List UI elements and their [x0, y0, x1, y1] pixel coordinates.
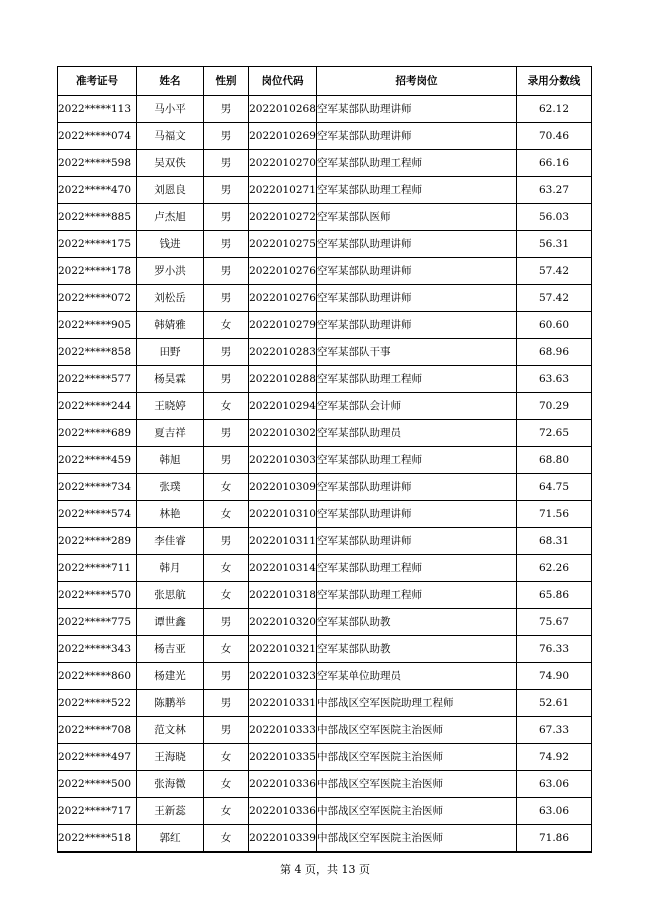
- cell-name: 谭世鑫: [137, 609, 204, 636]
- cell-exam-id: 2022*****522: [58, 690, 137, 717]
- cell-gender: 女: [204, 636, 249, 663]
- cell-name: 张思航: [137, 582, 204, 609]
- cell-exam-id: 2022*****113: [58, 96, 137, 123]
- table-row: [58, 798, 592, 825]
- cell-exam-id: 2022*****574: [58, 501, 137, 528]
- cell-exam-id: 2022*****775: [58, 609, 137, 636]
- cell-exam-id: 2022*****470: [58, 177, 137, 204]
- cell-post-code: 2022010294: [249, 393, 317, 420]
- cell-gender: 男: [204, 663, 249, 690]
- cell-exam-id: 2022*****734: [58, 474, 137, 501]
- cell-gender: 男: [204, 258, 249, 285]
- cell-post-code: 2022010336: [249, 771, 317, 798]
- cell-post: 中部战区空军医院主治医师: [317, 798, 517, 825]
- cell-name: 王新蕊: [137, 798, 204, 825]
- cell-post: 空军某部队助理讲师: [317, 231, 517, 258]
- cell-post: 空军某部队助理工程师: [317, 366, 517, 393]
- cell-exam-id: 2022*****885: [58, 204, 137, 231]
- header-post-code: 岗位代码: [249, 67, 317, 96]
- cell-name: 范文林: [137, 717, 204, 744]
- cell-post: 空军某部队助理工程师: [317, 447, 517, 474]
- cell-name: 韩婧雅: [137, 312, 204, 339]
- cell-name: 杨吉亚: [137, 636, 204, 663]
- cell-exam-id: 2022*****518: [58, 825, 137, 853]
- table-row: [58, 528, 592, 555]
- cell-post-code: 2022010275: [249, 231, 317, 258]
- cell-gender: 女: [204, 555, 249, 582]
- cell-exam-id: 2022*****072: [58, 285, 137, 312]
- cell-name: 刘恩良: [137, 177, 204, 204]
- cell-score: 62.12: [517, 96, 592, 123]
- cell-name: 吴双佚: [137, 150, 204, 177]
- cell-exam-id: 2022*****178: [58, 258, 137, 285]
- cell-score: 76.33: [517, 636, 592, 663]
- cell-post-code: 2022010333: [249, 717, 317, 744]
- cell-exam-id: 2022*****598: [58, 150, 137, 177]
- cell-gender: 男: [204, 204, 249, 231]
- cell-exam-id: 2022*****711: [58, 555, 137, 582]
- cell-score: 70.46: [517, 123, 592, 150]
- cell-name: 罗小洪: [137, 258, 204, 285]
- cell-score: 63.06: [517, 771, 592, 798]
- cell-gender: 女: [204, 582, 249, 609]
- cell-post-code: 2022010303: [249, 447, 317, 474]
- table-row: [58, 393, 592, 420]
- cell-gender: 男: [204, 366, 249, 393]
- cell-post: 空军某部队助教: [317, 609, 517, 636]
- cell-post-code: 2022010276: [249, 285, 317, 312]
- cell-post: 空军某部队助理工程师: [317, 150, 517, 177]
- cell-gender: 女: [204, 744, 249, 771]
- cell-gender: 男: [204, 528, 249, 555]
- cell-post-code: 2022010271: [249, 177, 317, 204]
- cell-gender: 男: [204, 717, 249, 744]
- cell-gender: 男: [204, 123, 249, 150]
- cell-post-code: 2022010321: [249, 636, 317, 663]
- table-row: [58, 420, 592, 447]
- cell-score: 60.60: [517, 312, 592, 339]
- cell-post-code: 2022010269: [249, 123, 317, 150]
- cell-name: 马小平: [137, 96, 204, 123]
- cell-score: 68.31: [517, 528, 592, 555]
- cell-post-code: 2022010272: [249, 204, 317, 231]
- cell-exam-id: 2022*****289: [58, 528, 137, 555]
- cell-exam-id: 2022*****905: [58, 312, 137, 339]
- cell-score: 57.42: [517, 258, 592, 285]
- table-row: [58, 231, 592, 258]
- cell-exam-id: 2022*****860: [58, 663, 137, 690]
- cell-name: 张海微: [137, 771, 204, 798]
- cell-post: 空军某部队助理讲师: [317, 123, 517, 150]
- cell-score: 75.67: [517, 609, 592, 636]
- table-row: [58, 744, 592, 771]
- cell-score: 68.96: [517, 339, 592, 366]
- cell-score: 64.75: [517, 474, 592, 501]
- table-header-row: [58, 67, 592, 96]
- table-row: [58, 690, 592, 717]
- cell-gender: 女: [204, 312, 249, 339]
- table-row: [58, 366, 592, 393]
- cell-score: 62.26: [517, 555, 592, 582]
- cell-gender: 女: [204, 771, 249, 798]
- cell-gender: 男: [204, 339, 249, 366]
- cell-exam-id: 2022*****175: [58, 231, 137, 258]
- cell-post: 空军某部队会计师: [317, 393, 517, 420]
- cell-post: 空军某部队助理讲师: [317, 285, 517, 312]
- cell-post-code: 2022010288: [249, 366, 317, 393]
- cell-exam-id: 2022*****074: [58, 123, 137, 150]
- cell-post: 空军某部队助理讲师: [317, 474, 517, 501]
- cell-score: 74.90: [517, 663, 592, 690]
- cell-post-code: 2022010311: [249, 528, 317, 555]
- cell-exam-id: 2022*****689: [58, 420, 137, 447]
- table-row: [58, 447, 592, 474]
- cell-post: 中部战区空军医院主治医师: [317, 744, 517, 771]
- cell-exam-id: 2022*****717: [58, 798, 137, 825]
- cell-score: 57.42: [517, 285, 592, 312]
- cell-post: 中部战区空军医院主治医师: [317, 717, 517, 744]
- cell-gender: 男: [204, 96, 249, 123]
- table-row: [58, 204, 592, 231]
- cell-post: 空军某部队助理工程师: [317, 177, 517, 204]
- cell-post: 空军某单位助理员: [317, 663, 517, 690]
- cell-post-code: 2022010320: [249, 609, 317, 636]
- cell-post-code: 2022010279: [249, 312, 317, 339]
- table-row: [58, 150, 592, 177]
- cell-exam-id: 2022*****500: [58, 771, 137, 798]
- cell-post: 中部战区空军医院主治医师: [317, 771, 517, 798]
- cell-post: 空军某部队助理讲师: [317, 528, 517, 555]
- cell-post-code: 2022010302: [249, 420, 317, 447]
- cell-gender: 男: [204, 420, 249, 447]
- table-row: [58, 312, 592, 339]
- table-row: [58, 339, 592, 366]
- cell-post: 空军某部队干事: [317, 339, 517, 366]
- table-row: [58, 609, 592, 636]
- cell-gender: 女: [204, 825, 249, 853]
- table-row: [58, 123, 592, 150]
- cell-post-code: 2022010309: [249, 474, 317, 501]
- cell-name: 刘松岳: [137, 285, 204, 312]
- table-row: [58, 285, 592, 312]
- cell-post: 空军某部队助理讲师: [317, 501, 517, 528]
- cell-post-code: 2022010270: [249, 150, 317, 177]
- cell-post-code: 2022010323: [249, 663, 317, 690]
- header-score: 录用分数线: [517, 67, 592, 96]
- cell-name: 卢杰旭: [137, 204, 204, 231]
- cell-post-code: 2022010336: [249, 798, 317, 825]
- cell-exam-id: 2022*****708: [58, 717, 137, 744]
- cell-gender: 女: [204, 798, 249, 825]
- cell-gender: 男: [204, 231, 249, 258]
- cell-score: 71.56: [517, 501, 592, 528]
- cell-score: 66.16: [517, 150, 592, 177]
- admission-score-table: [57, 66, 592, 853]
- cell-post: 空军某部队助理讲师: [317, 312, 517, 339]
- cell-post: 空军某部队医师: [317, 204, 517, 231]
- cell-gender: 男: [204, 690, 249, 717]
- cell-name: 马福文: [137, 123, 204, 150]
- table-row: [58, 663, 592, 690]
- cell-post-code: 2022010335: [249, 744, 317, 771]
- cell-post-code: 2022010268: [249, 96, 317, 123]
- cell-name: 田野: [137, 339, 204, 366]
- cell-name: 夏吉祥: [137, 420, 204, 447]
- cell-score: 63.27: [517, 177, 592, 204]
- cell-gender: 男: [204, 285, 249, 312]
- cell-score: 56.31: [517, 231, 592, 258]
- cell-exam-id: 2022*****570: [58, 582, 137, 609]
- page-number: 第 4 页，共 13 页: [280, 863, 370, 876]
- cell-post: 空军某部队助教: [317, 636, 517, 663]
- cell-name: 郭红: [137, 825, 204, 853]
- cell-gender: 男: [204, 150, 249, 177]
- cell-post-code: 2022010314: [249, 555, 317, 582]
- table-row: [58, 717, 592, 744]
- cell-name: 杨建光: [137, 663, 204, 690]
- cell-post: 空军某部队助理讲师: [317, 258, 517, 285]
- cell-name: 李佳睿: [137, 528, 204, 555]
- cell-gender: 女: [204, 474, 249, 501]
- cell-post-code: 2022010331: [249, 690, 317, 717]
- cell-name: 王海晓: [137, 744, 204, 771]
- cell-name: 韩旭: [137, 447, 204, 474]
- cell-name: 王晓婷: [137, 393, 204, 420]
- cell-exam-id: 2022*****577: [58, 366, 137, 393]
- table-row: [58, 177, 592, 204]
- cell-exam-id: 2022*****244: [58, 393, 137, 420]
- cell-score: 72.65: [517, 420, 592, 447]
- table-row: [58, 96, 592, 123]
- cell-name: 钱进: [137, 231, 204, 258]
- cell-score: 63.63: [517, 366, 592, 393]
- cell-exam-id: 2022*****858: [58, 339, 137, 366]
- cell-exam-id: 2022*****343: [58, 636, 137, 663]
- cell-gender: 男: [204, 609, 249, 636]
- cell-post: 空军某部队助理讲师: [317, 96, 517, 123]
- cell-name: 韩月: [137, 555, 204, 582]
- cell-post: 空军某部队助理工程师: [317, 555, 517, 582]
- cell-score: 74.92: [517, 744, 592, 771]
- table-row: [58, 582, 592, 609]
- cell-name: 张璞: [137, 474, 204, 501]
- cell-name: 林艳: [137, 501, 204, 528]
- table-row: [58, 825, 592, 853]
- header-exam-id: 准考证号: [58, 67, 137, 96]
- table-row: [58, 474, 592, 501]
- cell-post: 中部战区空军医院主治医师: [317, 825, 517, 853]
- cell-name: 陈鹏举: [137, 690, 204, 717]
- table-row: [58, 501, 592, 528]
- cell-post: 空军某部队助理员: [317, 420, 517, 447]
- cell-gender: 女: [204, 393, 249, 420]
- cell-post-code: 2022010339: [249, 825, 317, 853]
- cell-exam-id: 2022*****497: [58, 744, 137, 771]
- cell-score: 52.61: [517, 690, 592, 717]
- cell-score: 65.86: [517, 582, 592, 609]
- cell-score: 68.80: [517, 447, 592, 474]
- table-row: [58, 555, 592, 582]
- header-gender: 性别: [204, 67, 249, 96]
- header-name: 姓名: [137, 67, 204, 96]
- cell-post-code: 2022010318: [249, 582, 317, 609]
- cell-gender: 男: [204, 177, 249, 204]
- cell-exam-id: 2022*****459: [58, 447, 137, 474]
- table-row: [58, 258, 592, 285]
- table-row: [58, 771, 592, 798]
- cell-post: 空军某部队助理工程师: [317, 582, 517, 609]
- cell-score: 71.86: [517, 825, 592, 853]
- cell-score: 56.03: [517, 204, 592, 231]
- cell-score: 67.33: [517, 717, 592, 744]
- table-row: [58, 636, 592, 663]
- cell-post: 中部战区空军医院助理工程师: [317, 690, 517, 717]
- cell-score: 70.29: [517, 393, 592, 420]
- cell-name: 杨昊霖: [137, 366, 204, 393]
- cell-post-code: 2022010310: [249, 501, 317, 528]
- cell-post-code: 2022010283: [249, 339, 317, 366]
- header-post: 招考岗位: [317, 67, 517, 96]
- cell-score: 63.06: [517, 798, 592, 825]
- cell-gender: 女: [204, 501, 249, 528]
- cell-gender: 男: [204, 447, 249, 474]
- cell-post-code: 2022010276: [249, 258, 317, 285]
